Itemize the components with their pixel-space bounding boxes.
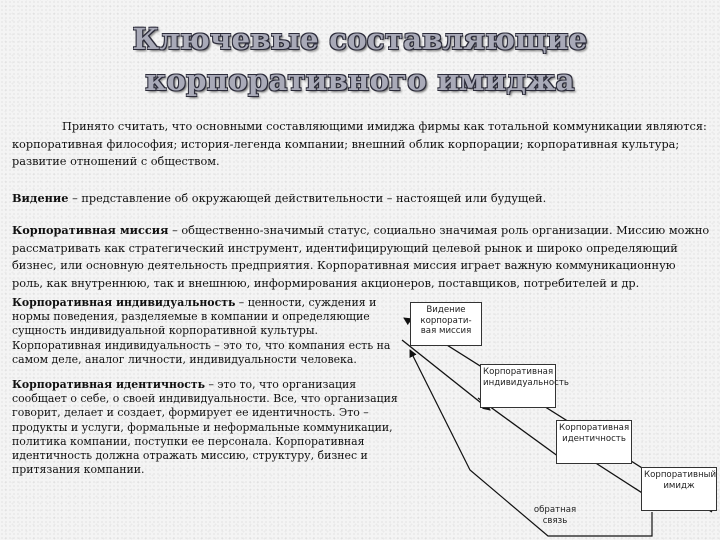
box-corporate-image: Корпоративный имидж — [641, 467, 717, 511]
vision-term: Видение — [12, 191, 69, 205]
box-corporate-individuality: Корпоративная индивидуальность — [480, 364, 556, 408]
individuality-paragraph — [12, 296, 392, 367]
individuality-text: – ценности, суждения и нормы поведения, разделяемые в компании и определяющие сущность индивидуальной корпоративной культуры. Корпоративная индивидуальность – это то, что компания есть на самом деле, аналог личности, индивидуальности человека. — [12, 296, 391, 366]
feedback-label: обратная связь — [533, 505, 577, 526]
mission-text: – общественно-значимый статус, социально значимая роль организации. Миссию можно рассматривать как стратегический инструмент, идентифицирующий целевой рынок и широко определяющий бизнес, или основную деятельность предприятия. Корпоративная миссия играет важную коммуникационную роль, как внутреннюю, так и внешнюю, информирования акционеров, поставщиков, потребителей и др. — [12, 224, 710, 290]
vision-paragraph — [12, 190, 710, 208]
identity-text: – это то, что организация сообщает о себе, о своей индивидуальности. Все, что организация говорит, делает и создает, формирует ее идентичность. Это – продукты и услуги, формальные и неформальные коммуникации, политика компании, поступки ее персонала. Корпоративная идентичность должна отражать миссию, структуру, бизнес и притязания компании. — [12, 378, 398, 477]
individuality-term: Корпоративная индивидуальность — [12, 296, 236, 309]
intro-paragraph: Принято считать, что основными составляющими имиджа фирмы как тотальной коммуникации являются: корпоративная философия; история-легенда компании; внешний облик корпорации; корпоративная культура; развитие отношений с обществом. — [12, 120, 707, 168]
vision-text: – представление об окружающей действительности – настоящей или будущей. — [68, 192, 547, 205]
box-corporate-identity: Корпоративная идентичность — [556, 420, 632, 464]
slide-title-line1: Ключевые составляющие — [132, 22, 588, 56]
arrow-vision-to-individuality — [402, 340, 490, 410]
mission-term: Корпоративная миссия — [12, 223, 169, 237]
identity-paragraph — [12, 378, 400, 477]
mission-paragraph — [12, 222, 710, 292]
box-vision-mission: Видение корпорати-вая миссия — [410, 302, 482, 346]
slide-title-line2: корпоративного имиджа — [145, 63, 575, 97]
identity-term: Корпоративная идентичность — [12, 378, 205, 391]
